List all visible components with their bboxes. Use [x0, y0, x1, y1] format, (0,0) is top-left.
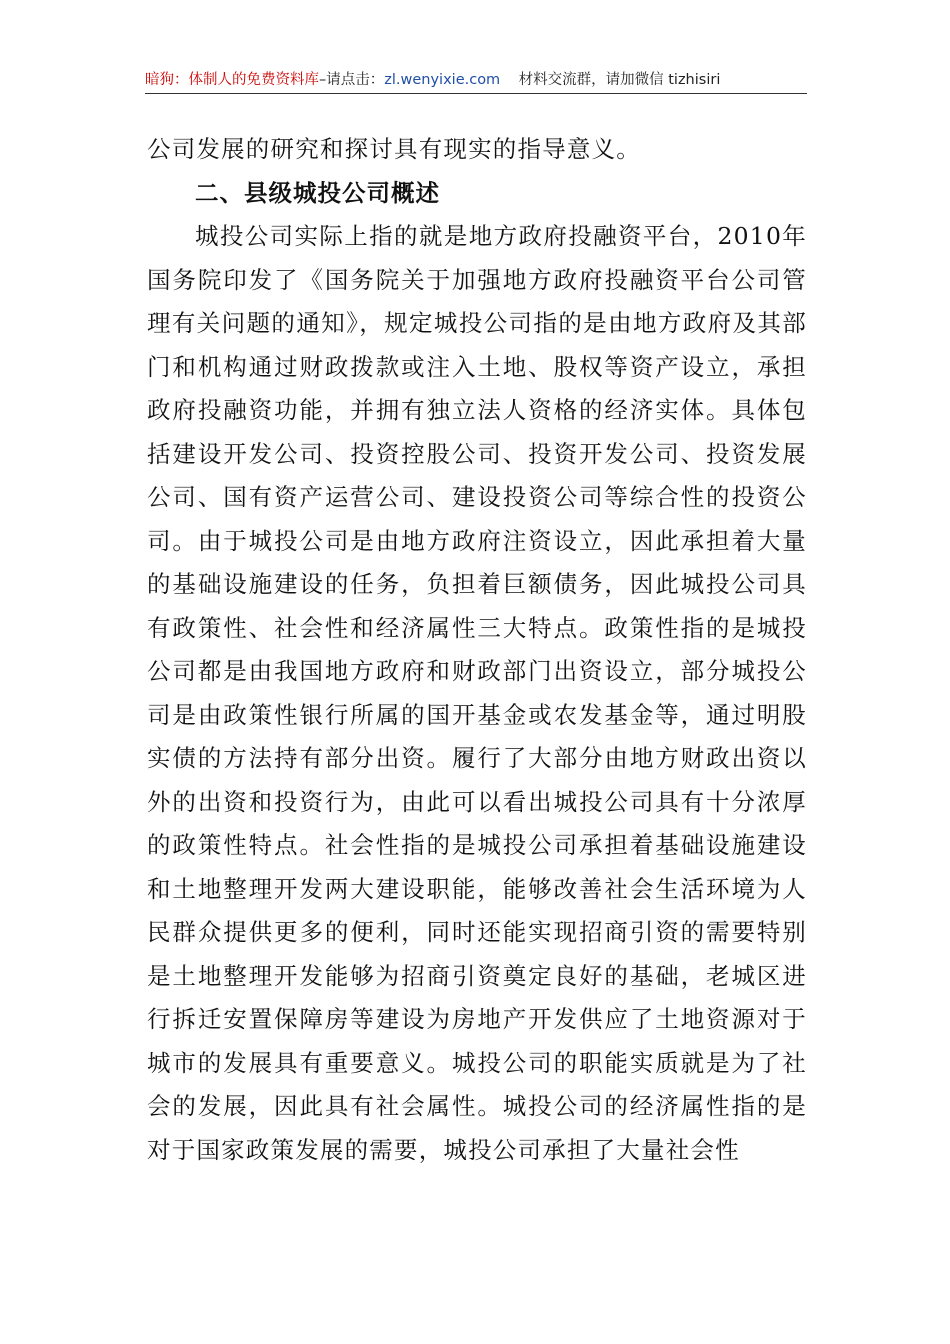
main-paragraph: 城投公司实际上指的就是地方政府投融资平台，2010年国务院印发了《国务院关于加强地方政府投融资平台公司管理有关问题的通知》，规定城投公司指的是由地方政府及其部门和机构通过财政拨款或注入土地、股权等资产设立，承担政府投融资功能，并拥有独立法人资格的经济实体。具体包括建设开发公司、投资控股公司、投资开发公司、投资发展公司、国有资产运营公司、建设投资公司等综合性的投资公司。由于城投公司是由地方政府注资设立，因此承担着大量的基础设施建设的任务，负担着巨额债务，因此城投公司具有政策性、社会性和经济属性三大特点。政策性指的是城投公司都是由我国地方政府和财政部门出资设立，部分城投公司是由政策性银行所属的国开基金或农发基金等，通过明股实债的方法持有部分出资。履行了大部分由地方财政出资以外的出资和投资行为，由此可以看出城投公司具有十分浓厚的政策性特点。社会性指的是城投公司承担着基础设施建设和土地整理开发两大建设职能，能够改善社会生活环境为人民群众提供更多的便利，同时还能实现招商引资的需要特别是土地整理开发能够为招商引资奠定良好的基础，老城区进行拆迁安置保障房等建设为房地产开发供应了土地资源对于城市的发展具有重要意义。城投公司的职能实质就是为了社会的发展，因此具有社会属性。城投公司的经济属性指的是对于国家政策发展的需要，城投公司承担了大量社会性 [147, 222, 807, 1164]
page-header [145, 70, 807, 90]
section-heading: 二、县级城投公司概述 [195, 178, 440, 207]
lead-paragraph: 公司发展的研究和探讨具有现实的指导意义。 [147, 135, 641, 163]
header-site-name: 暗狗：体制人的免费资料库 [145, 72, 319, 88]
document-body [147, 128, 807, 1172]
header-url-link[interactable]: zl.wenyixie.com [384, 72, 501, 88]
header-divider [145, 93, 807, 94]
header-link-prompt: –请点击： [319, 72, 385, 88]
header-contact: 材料交流群，请加微信 tizhisiri [518, 72, 721, 88]
